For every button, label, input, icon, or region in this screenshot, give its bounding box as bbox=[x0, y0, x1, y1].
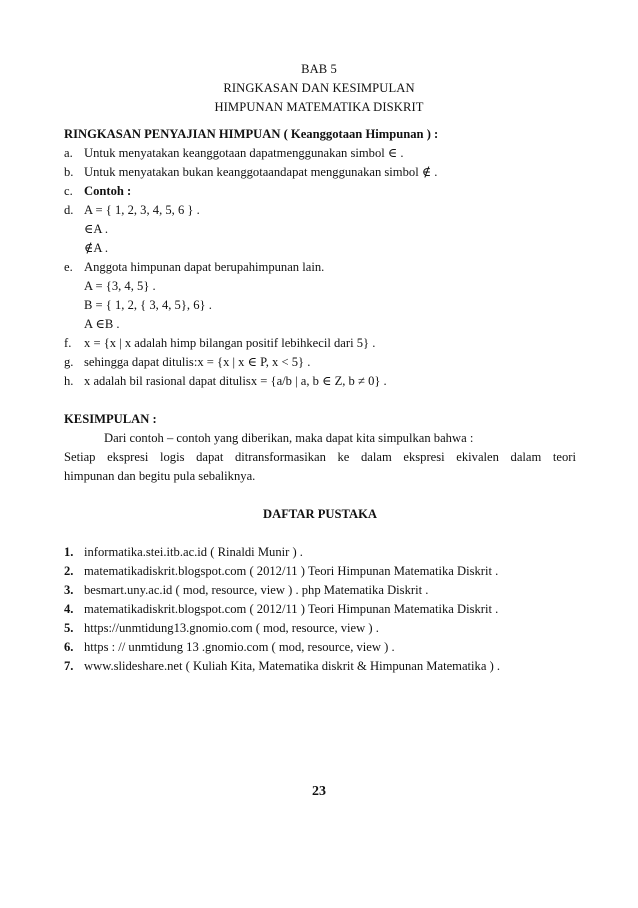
reference-number: 1. bbox=[64, 545, 74, 559]
item-marker: f. bbox=[64, 336, 72, 350]
summary-item-e bbox=[64, 258, 576, 277]
summary-subline: A = {3, 4, 5} . bbox=[84, 279, 156, 293]
summary-subline: A ∈B . bbox=[84, 317, 120, 331]
reference-item bbox=[64, 600, 576, 619]
item-text: Contoh : bbox=[84, 184, 132, 198]
reference-number: 4. bbox=[64, 602, 74, 616]
item-text: Untuk menyatakan keanggotaan dapatmenggunakan simbol ∈ . bbox=[84, 146, 404, 160]
item-marker: g. bbox=[64, 355, 74, 369]
reference-text: besmart.uny.ac.id ( mod, resource, view ) . php Matematika Diskrit . bbox=[84, 583, 429, 597]
summary-subline: ∈A . bbox=[84, 222, 109, 236]
item-text: Untuk menyatakan bukan keanggotaandapat menggunakan simbol ∉ . bbox=[84, 165, 438, 179]
reference-item bbox=[64, 543, 576, 562]
page-content bbox=[64, 125, 576, 676]
conclusion-text: Dari contoh – contoh yang diberikan, maka dapat kita simpulkan bahwa : bbox=[104, 431, 474, 445]
reference-item bbox=[64, 562, 576, 581]
conclusion-text: Setiap ekspresi logis dapat ditransformasikan ke dalam ekspresi ekivalen dalam teori bbox=[64, 450, 576, 464]
reference-number: 2. bbox=[64, 564, 74, 578]
summary-item-h bbox=[64, 372, 576, 391]
page-number: 23 bbox=[312, 784, 326, 799]
reference-item bbox=[64, 638, 576, 657]
item-marker: e. bbox=[64, 260, 73, 274]
item-marker: b. bbox=[64, 165, 74, 179]
summary-item-b bbox=[64, 163, 576, 182]
reference-item bbox=[64, 619, 576, 638]
summary-item-d bbox=[64, 201, 576, 220]
reference-item bbox=[64, 581, 576, 600]
reference-number: 6. bbox=[64, 640, 74, 654]
reference-number: 5. bbox=[64, 621, 74, 635]
item-text: x = {x | x adalah himp bilangan positif lebihkecil dari 5} . bbox=[84, 336, 376, 350]
summary-item-a bbox=[64, 144, 576, 163]
summary-heading: RINGKASAN PENYAJIAN HIMPUAN ( Keanggotaan Himpunan ) : bbox=[64, 127, 439, 141]
reference-item bbox=[64, 657, 576, 676]
item-marker: d. bbox=[64, 203, 74, 217]
reference-number: 3. bbox=[64, 583, 74, 597]
chapter-title: RINGKASAN DAN KESIMPULAN bbox=[223, 81, 415, 95]
item-text: x adalah bil rasional dapat ditulisx = {a/b | a, b ∈ Z, b ≠ 0} . bbox=[84, 374, 387, 388]
summary-item-c bbox=[64, 182, 576, 201]
item-marker: h. bbox=[64, 374, 74, 388]
conclusion-heading: KESIMPULAN : bbox=[64, 412, 157, 426]
item-text: A = { 1, 2, 3, 4, 5, 6 } . bbox=[84, 203, 200, 217]
chapter-number: BAB 5 bbox=[301, 62, 337, 76]
item-text: Anggota himpunan dapat berupahimpunan lain. bbox=[84, 260, 325, 274]
reference-text: matematikadiskrit.blogspot.com ( 2012/11 ) Teori Himpunan Matematika Diskrit . bbox=[84, 564, 499, 578]
reference-text: www.slideshare.net ( Kuliah Kita, Matematika diskrit & Himpunan Matematika ) . bbox=[84, 659, 501, 673]
reference-text: informatika.stei.itb.ac.id ( Rinaldi Munir ) . bbox=[84, 545, 303, 559]
reference-text: matematikadiskrit.blogspot.com ( 2012/11 ) Teori Himpunan Matematika Diskrit . bbox=[84, 602, 499, 616]
item-text: sehingga dapat ditulis:x = {x | x ∈ P, x < 5} . bbox=[84, 355, 311, 369]
reference-text: https://unmtidung13.gnomio.com ( mod, resource, view ) . bbox=[84, 621, 379, 635]
reference-number: 7. bbox=[64, 659, 74, 673]
summary-item-f bbox=[64, 334, 576, 353]
item-marker: a. bbox=[64, 146, 73, 160]
chapter-header bbox=[0, 60, 638, 117]
summary-subline: ∉A . bbox=[84, 241, 109, 255]
reference-text: https : // unmtidung 13 .gnomio.com ( mod, resource, view ) . bbox=[84, 640, 395, 654]
summary-item-g bbox=[64, 353, 576, 372]
item-marker: c. bbox=[64, 184, 73, 198]
summary-subline: B = { 1, 2, { 3, 4, 5}, 6} . bbox=[84, 298, 212, 312]
references-heading: DAFTAR PUSTAKA bbox=[263, 507, 377, 521]
chapter-subtitle: HIMPUNAN MATEMATIKA DISKRIT bbox=[214, 100, 424, 114]
conclusion-text: himpunan dan begitu pula sebaliknya. bbox=[64, 469, 256, 483]
